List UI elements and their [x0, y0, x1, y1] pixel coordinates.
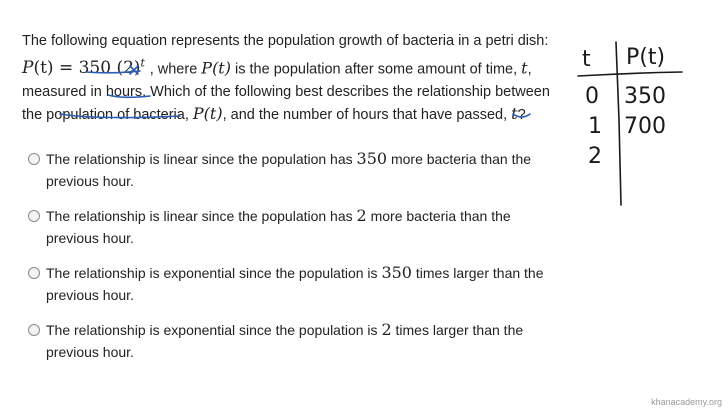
q4-b: , and the number of hours that have passed,: [222, 107, 512, 124]
q2-comma: ,: [527, 61, 532, 78]
choice-2-line-2: previous hour.: [46, 230, 134, 246]
choice-2-num: 2: [356, 206, 367, 225]
q2-Pt: P(t): [201, 58, 231, 78]
choice-2-post: more bacteria than the: [366, 208, 511, 224]
choice-3-line-2: previous hour.: [46, 287, 134, 303]
choice-1-post: more bacteria than the: [387, 151, 532, 167]
q4-q: ?: [517, 107, 526, 124]
choice-3-post: times larger than the: [411, 265, 544, 281]
choice-2-pre: The relationship is linear since the population has: [46, 208, 357, 224]
eq-2: (2): [111, 58, 141, 79]
eq-P: P: [22, 58, 34, 79]
choice-1-num: 350: [356, 149, 388, 168]
choice-4-num: 2: [381, 320, 392, 339]
underline-population: [60, 114, 180, 118]
table-header-t: t: [582, 47, 591, 72]
q4-a: the population of bacteria,: [22, 107, 193, 124]
watermark: khanacademy.org: [651, 397, 722, 407]
q4-Pt: P(t): [192, 104, 223, 124]
underline-t: [513, 114, 530, 117]
table-row-1-t: 0: [585, 84, 599, 109]
table-row-3-t: 2: [588, 144, 602, 169]
table-vertical-line: [616, 42, 621, 205]
arrow-mark: [130, 66, 138, 74]
q2-t: t: [521, 58, 528, 78]
table-horizontal-line: [578, 72, 682, 76]
question-line-3: measured in hours. Which of the following best describes the relationship between: [22, 83, 550, 100]
question-line-1: The following equation represents the population growth of bacteria in a petri dish:: [22, 33, 549, 49]
choice-1-pre: The relationship is linear since the population has: [46, 151, 357, 167]
q2-tail: is the population after some amount of time,: [230, 61, 522, 78]
choice-3-num: 350: [381, 263, 412, 282]
table-row-1-p: 350: [624, 84, 666, 109]
choice-4-line-2: previous hour.: [46, 344, 134, 360]
q2-where: , where: [149, 61, 202, 78]
table-header-Pt: P(t): [626, 45, 666, 70]
choice-4-post: times larger than the: [391, 322, 524, 338]
choice-1-line-2: previous hour.: [46, 173, 134, 189]
eq-t: (t) =: [33, 58, 79, 79]
q4-t: t: [511, 104, 518, 124]
eq-exponent: t: [140, 56, 145, 70]
choice-4-pre: The relationship is exponential since the population is: [46, 322, 382, 338]
table-row-2-p: 700: [624, 114, 666, 139]
underline-hours: [108, 95, 150, 97]
choice-3-pre: The relationship is exponential since the population is: [46, 265, 382, 281]
eq-350: 350: [78, 58, 112, 79]
table-row-2-t: 1: [588, 114, 602, 139]
